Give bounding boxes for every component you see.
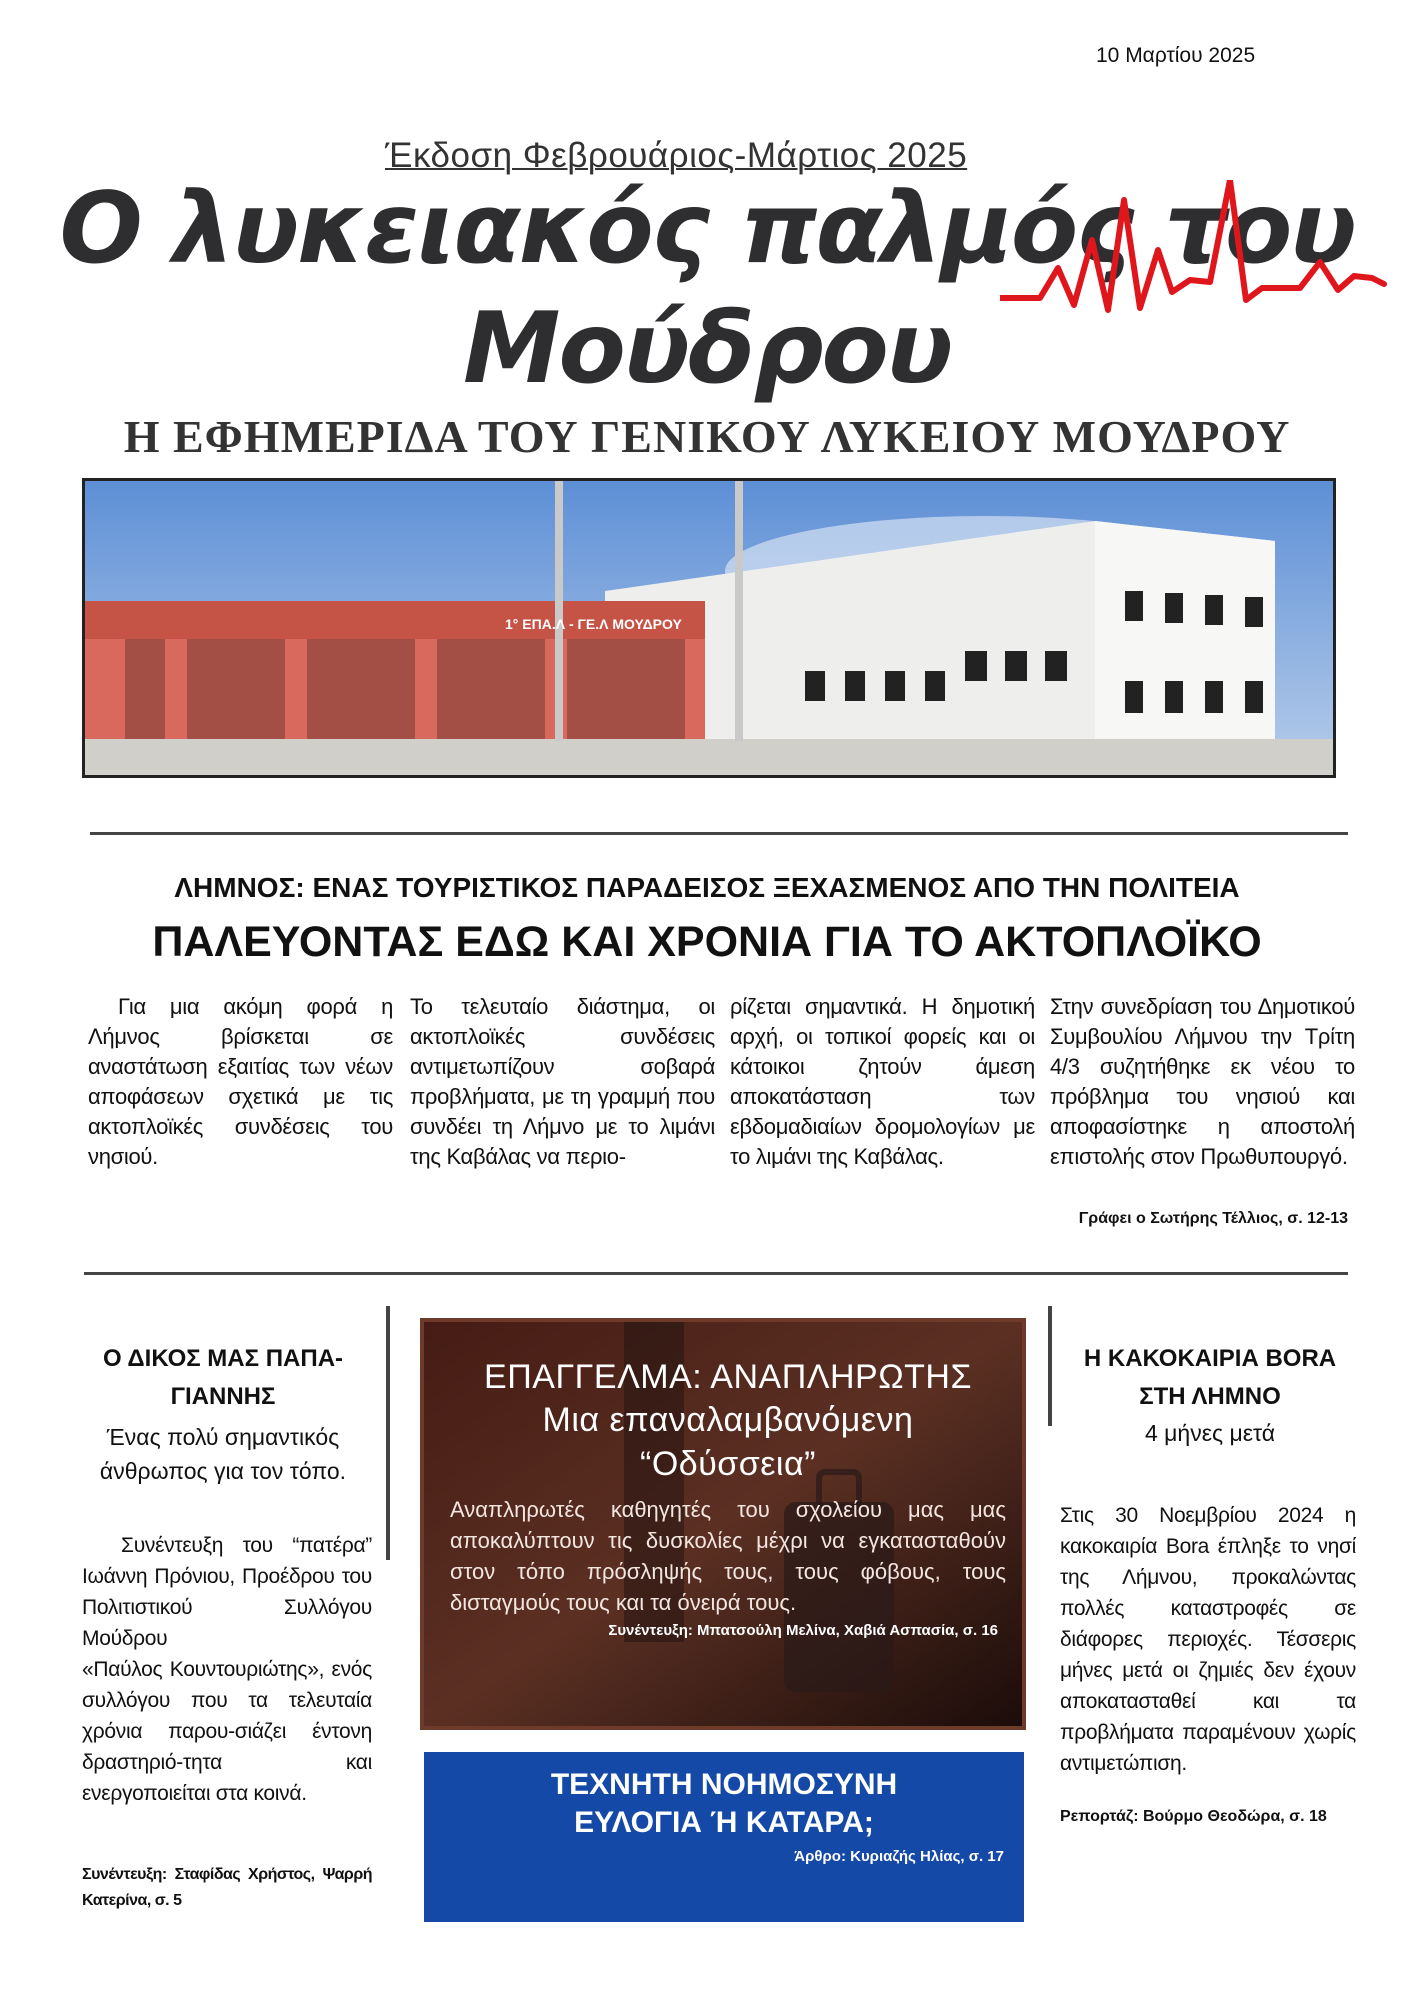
school-photo (82, 478, 1336, 778)
photo-sign-text: 1° ΕΠΑ.Λ - ΓΕ.Λ ΜΟΥΔΡΟΥ (505, 616, 682, 632)
ai-article-box (424, 1752, 1024, 1922)
lead-column-3: ρίζεται σημαντικά. Η δημοτική αρχή, οι τοπικοί φορείς και οι κάτοικοι ζητούν άμεση αποκατάσταση των εβδομαδιαίων δρομολογίων με το λιμάνι της Καβάλας. (730, 994, 1035, 1169)
feature-title-line3: “Οδύσσεια” (640, 1445, 816, 1483)
section-divider-middle (84, 1272, 1348, 1275)
left-story-paragraph-1: Συνέντευξη του “πατέρα” Ιωάννη Πρόνιου, Προέδρου του Πολιτιστικού Συλλόγου Μούδρου (82, 1534, 378, 1650)
edition-label: Έκδοση Φεβρουάριος-Μάρτιος 2025 (385, 136, 968, 175)
lead-kicker: ΛΗΜΝΟΣ: ΕΝΑΣ ΤΟΥΡΙΣΤΙΚΟΣ ΠΑΡΑΔΕΙΣΟΣ ΞΕΧΑΣΜΕΝΟΣ ΑΠΟ ΤΗΝ ΠΟΛΙΤΕΙΑ (174, 872, 1240, 903)
lead-byline: Γράφει ο Σωτήρης Τέλλιος, σ. 12-13 (1078, 1210, 1348, 1227)
left-story-body (82, 1530, 378, 1809)
right-story-body: Στις 30 Νοεμβρίου 2024 η κακοκαιρία Bora έπληξε το νησί της Λήμνου, προκαλώντας πολλές καταστροφές σε διάφορες περιοχές. Τέσσερις μήνες μετά οι ζημιές δεν έχουν αποκατασταθεί και τα προβλήματα παραμένουν χωρίς αντιμετώπιση. (1060, 1504, 1356, 1775)
feature-box (420, 1318, 1026, 1730)
left-story-credit: Συνέντευξη: Σταφίδας Χρήστος, Ψαρρή Κατερίνα, σ. 5 (82, 1866, 372, 1909)
right-story-subhead: 4 μήνες μετά (1144, 1420, 1275, 1446)
lead-headline: ΠΑΛΕΥΟΝΤΑΣ ΕΔΩ ΚΑΙ ΧΡΟΝΙΑ ΓΙΑ ΤΟ ΑΚΤΟΠΛΟΪΚΟ (152, 918, 1262, 966)
section-divider-top (90, 832, 1348, 835)
heartbeat-pulse-icon (1000, 180, 1414, 320)
left-story-headline: Ο ΔΙΚΟΣ ΜΑΣ ΠΑΠΑ-ΓΙΑΝΝΗΣ (102, 1345, 344, 1410)
left-story-subhead: Ένας πολύ σημαντικός άνθρωπος για τον τόπο. (99, 1424, 347, 1484)
left-story-paragraph-2: «Παύλος Κουντουριώτης», ενός συλλόγου που τα τελευταία χρόνια παρου-σιάζει έντονη δραστηριό-τητα και ενεργοποιείται στα κοινά. (82, 1658, 372, 1805)
lead-column-2: Το τελευταίο διάστημα, οι ακτοπλοϊκές συνδέσεις αντιμετωπίζουν σοβαρά προβλήματα, με τη γραμμή που συνδέει τη Λήμνο με το λιμάνι της Καβάλας να περιο- (410, 994, 715, 1169)
right-story-headline: Η ΚΑΚΟΚΑΙΡΙΑ BORA ΣΤΗ ΛΗΜΝΟ (1083, 1345, 1337, 1410)
masthead-title-line1: Ο λυκειακός παλμός του (59, 172, 1355, 286)
ai-title-line1: ΤΕΧΝΗΤΗ ΝΟΗΜΟΣΥΝΗ (550, 1768, 898, 1801)
feature-credit: Συνέντευξη: Μπατσούλη Μελίνα, Χαβιά Ασπασία, σ. 16 (608, 1622, 998, 1639)
column-divider-left (386, 1306, 390, 1560)
newspaper-subtitle: Η ΕΦΗΜΕΡΙΔΑ ΤΟΥ ΓΕΝΙΚΟΥ ΛΥΚΕΙΟΥ ΜΟΥΔΡΟΥ (123, 411, 1291, 462)
ai-credit: Άρθρο: Κυριαζής Ηλίας, σ. 17 (794, 1848, 1004, 1865)
ai-title-line2: ΕΥΛΟΓΙΑ Ή ΚΑΤΑΡΑ; (574, 1806, 874, 1839)
issue-date: 10 Μαρτίου 2025 (1096, 44, 1256, 67)
lead-column-1: Για μια ακόμη φορά η Λήμνος βρίσκεται σε αναστάτωση εξαιτίας των νέων αποφάσεων σχετικά με τις ακτοπλοϊκές συνδέσεις του νησιού. (88, 994, 393, 1169)
right-story-credit: Ρεπορτάζ: Βούρμο Θεοδώρα, σ. 18 (1060, 1808, 1327, 1825)
column-divider-right (1048, 1306, 1052, 1426)
feature-title-line2: Μια επαναλαμβανόμενη (542, 1401, 914, 1439)
lead-column-4: Στην συνεδρίαση του Δημοτικού Συμβουλίου Λήμνου την Τρίτη 4/3 συζητήθηκε εκ νέου το πρόβλημα του νησιού και αποφασίστηκε η αποστολή επιστολής στον Πρωθυπουργό. (1050, 994, 1355, 1169)
feature-title-line1: ΕΠΑΓΓΕΛΜΑ: ΑΝΑΠΛΗΡΩΤΗΣ (484, 1358, 972, 1396)
feature-body: Αναπληρωτές καθηγητές του σχολείου μας μας αποκαλύπτουν τις δυσκολίες μέχρι να εγκατασταθούν στον τόπο πρόσληψής τους, τους φόβους, τους δισταγμούς τους και τα όνειρά τους. (450, 1497, 1006, 1615)
masthead-title-line2: Μούδρου (462, 292, 951, 406)
